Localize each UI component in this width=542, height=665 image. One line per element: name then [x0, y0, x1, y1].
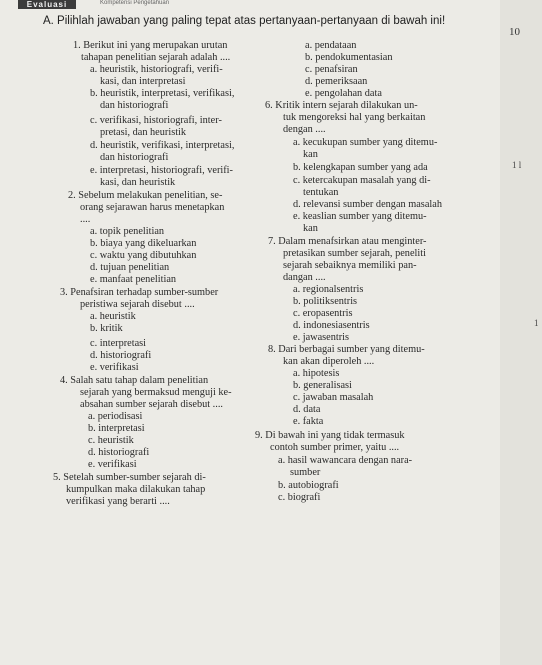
- text-line: d. tujuan penelitian: [90, 262, 170, 273]
- text-line: d. data: [293, 404, 321, 415]
- next-page-edge: [500, 0, 542, 665]
- text-line: b. biaya yang dikeluarkan: [90, 238, 197, 249]
- text-line: a. hipotesis: [293, 368, 340, 379]
- text-line: e. keaslian sumber yang ditemu-: [293, 211, 427, 222]
- text-line: tentukan: [303, 187, 339, 198]
- text-line: c. penafsiran: [305, 64, 358, 75]
- text-line: 5. Setelah sumber-sumber sejarah di-: [53, 472, 206, 483]
- text-line: c. biografi: [278, 492, 321, 503]
- text-line: pretasikan sumber sejarah, peneliti: [283, 248, 426, 259]
- text-line: sumber: [290, 467, 321, 478]
- text-line: b. pendokumentasian: [305, 52, 393, 63]
- text-line: contoh sumber primer, yaitu ....: [270, 442, 400, 453]
- text-line: a. hasil wawancara dengan nara-: [278, 455, 413, 466]
- text-line: b. generalisasi: [293, 380, 352, 391]
- text-line: orang sejarawan harus menetapkan: [80, 202, 225, 213]
- text-line: 8. Dari berbagai sumber yang ditemu-: [268, 344, 425, 355]
- text-line: a. heuristik: [90, 311, 136, 322]
- text-line: c. jawaban masalah: [293, 392, 374, 403]
- section-tab: Evaluasi: [18, 0, 76, 9]
- text-line: ....: [80, 214, 91, 225]
- section-subtitle: Kompetensi Pengetahuan: [100, 0, 170, 6]
- margin-mark: 1: [534, 318, 539, 328]
- text-line: d. relevansi sumber dengan masalah: [293, 199, 442, 210]
- text-line: b. autobiografi: [278, 480, 339, 491]
- text-line: c. waktu yang dibutuhkan: [90, 250, 197, 261]
- text-line: dengan ....: [283, 124, 326, 135]
- text-line: tahapan penelitian sejarah adalah ....: [81, 52, 231, 63]
- text-line: c. interpretasi: [90, 338, 147, 349]
- text-line: a. topik penelitian: [90, 226, 165, 237]
- text-line: kan: [303, 223, 318, 234]
- text-line: dan historiografi: [100, 100, 169, 111]
- text-line: 4. Salah satu tahap dalam penelitian: [60, 375, 209, 386]
- text-line: 7. Dalam menafsirkan atau menginter-: [268, 236, 427, 247]
- text-line: 3. Penafsiran terhadap sumber-sumber: [60, 287, 219, 298]
- text-line: c. eropasentris: [293, 308, 353, 319]
- text-line: e. jawasentris: [293, 332, 350, 343]
- text-line: e. verifikasi: [88, 459, 137, 470]
- text-line: c. ketercakupan masalah yang di-: [293, 175, 431, 186]
- text-line: 1. Berikut ini yang merupakan urutan: [73, 40, 228, 51]
- text-line: pretasi, dan heuristik: [100, 127, 187, 138]
- text-line: c. heuristik: [88, 435, 134, 446]
- text-line: a. pendataan: [305, 40, 357, 51]
- text-line: kumpulkan maka dilakukan tahap: [66, 484, 206, 495]
- text-line: d. heuristik, verifikasi, interpretasi,: [90, 140, 235, 151]
- margin-mark: 1 l: [512, 160, 522, 170]
- text-line: d. historiografi: [88, 447, 150, 458]
- text-line: kan akan diperoleh ....: [283, 356, 375, 367]
- text-line: dan historiografi: [100, 152, 169, 163]
- text-line: a. kecukupan sumber yang ditemu-: [293, 137, 438, 148]
- text-line: verifikasi yang berarti ....: [66, 496, 170, 507]
- text-line: sejarah sebaiknya memiliki pan-: [283, 260, 417, 271]
- text-line: tuk mengoreksi hal yang berkaitan: [283, 112, 426, 123]
- text-line: kasi, dan interpretasi: [100, 76, 186, 87]
- text-line: b. heuristik, interpretasi, verifikasi,: [90, 88, 235, 99]
- text-line: a. regionalsentris: [293, 284, 364, 295]
- text-line: e. pengolahan data: [305, 88, 382, 99]
- text-line: sejarah yang bermaksud menguji ke-: [80, 387, 232, 398]
- instruction-heading: A. Pilihlah jawaban yang paling tepat atas pertanyaan-pertanyaan di bawah ini!: [43, 15, 446, 27]
- text-line: b. politiksentris: [293, 296, 358, 307]
- text-line: d. historiografi: [90, 350, 152, 361]
- page-number: 10: [509, 26, 520, 38]
- text-line: kasi, dan heuristik: [100, 177, 176, 188]
- text-line: 2. Sebelum melakukan penelitian, se-: [68, 190, 223, 201]
- text-line: e. interpretasi, historiografi, verifi-: [90, 165, 233, 176]
- text-line: kan: [303, 149, 318, 160]
- text-line: absahan sumber sejarah disebut ....: [80, 399, 223, 410]
- text-line: dangan ....: [283, 272, 326, 283]
- text-line: b. kritik: [90, 323, 123, 334]
- text-line: b. kelengkapan sumber yang ada: [293, 162, 428, 173]
- text-line: d. pemeriksaan: [305, 76, 368, 87]
- text-line: peristiwa sejarah disebut ....: [80, 299, 195, 310]
- text-line: 9. Di bawah ini yang tidak termasuk: [255, 430, 405, 441]
- text-line: d. indonesiasentris: [293, 320, 370, 331]
- text-line: b. interpretasi: [88, 423, 145, 434]
- text-line: 6. Kritik intern sejarah dilakukan un-: [265, 100, 418, 111]
- text-line: a. heuristik, historiografi, verifi-: [90, 64, 223, 75]
- text-line: c. verifikasi, historiografi, inter-: [90, 115, 222, 126]
- text-line: e. verifikasi: [90, 362, 139, 373]
- text-line: e. manfaat penelitian: [90, 274, 177, 285]
- text-line: e. fakta: [293, 416, 324, 427]
- text-line: a. periodisasi: [88, 411, 143, 422]
